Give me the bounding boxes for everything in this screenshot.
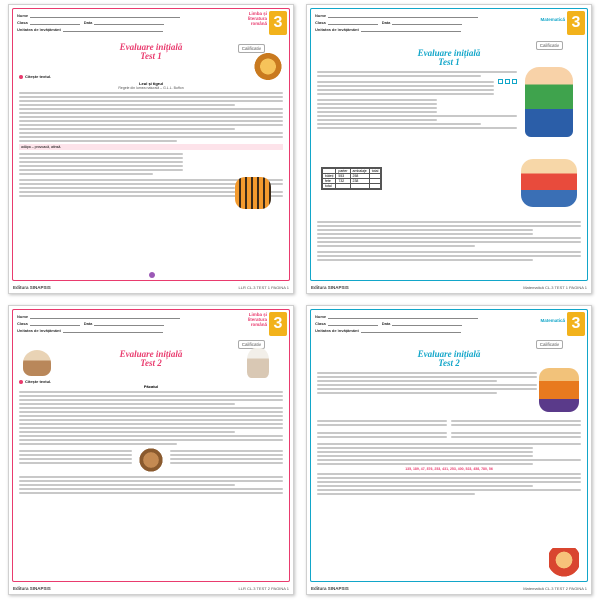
table-cell: [369, 184, 381, 189]
table-header: total: [369, 169, 381, 174]
table-cell: 238: [350, 179, 369, 184]
student-header: [311, 310, 587, 340]
data-table: [321, 167, 382, 190]
worksheet-matematica-test-2: [306, 305, 592, 595]
page-frame: [310, 8, 588, 281]
multiple-choice-questions: [19, 448, 283, 472]
subject-label: Matematică: [540, 17, 565, 22]
title-test: Test 2: [438, 358, 460, 368]
page-code: Matematică CL.3 TEST 1 PAGINA 1: [523, 285, 587, 290]
table-row: [323, 184, 381, 189]
subject-label: Limba și literatura română: [247, 312, 267, 327]
clasa-label: Clasa: [17, 20, 28, 25]
story-text: [19, 391, 283, 445]
calculation-section: [317, 418, 581, 577]
story-title: Păcatul: [143, 384, 159, 389]
vocabulary-box: adăpa – provoacă, atinsă.: [19, 144, 283, 150]
clasa-label: Clasa: [315, 20, 326, 25]
title-main: Evaluare inițială: [119, 42, 183, 52]
publisher-name: Editura SINAPSIS: [13, 285, 51, 290]
page-code: LLR CL.3 TEST 2 PAGINA 1: [238, 586, 289, 591]
nume-label: Nume: [17, 314, 29, 319]
calificativ-box: Calificativ: [536, 41, 563, 50]
page-frame: [12, 8, 290, 281]
page-code: LLR CL.3 TEST 1 PAGINA 1: [238, 285, 289, 290]
halloween-child-illustration: [539, 368, 579, 412]
title-test: Test 2: [140, 358, 162, 368]
page-footer: [13, 584, 289, 593]
table-cell: fete: [323, 179, 336, 184]
unitatea-label: Unitatea de învățământ: [315, 27, 359, 32]
clasa-label: Clasa: [17, 321, 28, 326]
boy-recycling-illustration: [525, 67, 573, 137]
task-label: Citește textul.: [25, 74, 52, 79]
data-label: Data: [83, 321, 93, 326]
grade-badge: 3: [567, 11, 585, 35]
answer-lines: [19, 476, 283, 494]
story-text: [19, 92, 283, 142]
title-main: Evaluare inițială: [417, 349, 481, 359]
true-false-questions: [19, 153, 183, 175]
student-header: [311, 9, 587, 39]
worksheet-matematica-test-1: [306, 4, 592, 294]
calificativ-box: Calificativ: [238, 44, 265, 53]
page-frame: [310, 309, 588, 582]
grade-badge: 3: [269, 312, 287, 336]
table-cell: [350, 184, 369, 189]
clasa-label: Clasa: [315, 321, 326, 326]
task-label: Citește textul.: [25, 379, 52, 384]
publisher-name: Editura SINAPSIS: [311, 586, 349, 591]
page-footer: [311, 283, 587, 292]
worksheet-romana-test-1: [8, 4, 294, 294]
table-cell: total: [323, 184, 336, 189]
children-sorting-illustration: [521, 159, 577, 207]
tiger-illustration: [235, 177, 271, 209]
story-title: Leul și tigrul: [139, 81, 163, 86]
bear-illustration: [136, 448, 166, 472]
title-test: Test 1: [438, 57, 460, 67]
nume-label: Nume: [17, 13, 29, 18]
page-dot: [149, 272, 155, 278]
subject-label: Matematică: [540, 318, 565, 323]
questions-section: [317, 219, 581, 276]
table-cell: 732: [336, 179, 350, 184]
unitatea-label: Unitatea de învățământ: [17, 27, 61, 32]
number-sequence: 135, 189, 47, 876, 253, 431, 253, 400, 523, 458, 780, 56: [405, 467, 493, 471]
unitatea-label: Unitatea de învățământ: [17, 328, 61, 333]
data-label: Data: [83, 20, 93, 25]
worksheet-romana-test-2: [8, 305, 294, 595]
table-cell: 553: [336, 174, 350, 179]
student-header: [13, 9, 289, 39]
data-label: Data: [381, 321, 391, 326]
title-test: Test 1: [140, 51, 162, 61]
unitatea-label: Unitatea de învățământ: [315, 328, 359, 333]
grade-badge: 3: [269, 11, 287, 35]
table-header: parter: [336, 169, 350, 174]
table-cell: 258: [350, 174, 369, 179]
title-main: Evaluare inițială: [417, 48, 481, 58]
pumpkin-child-illustration: [549, 548, 579, 578]
page-frame: [12, 309, 290, 582]
title-main: Evaluare inițială: [119, 349, 183, 359]
nume-label: Nume: [315, 314, 327, 319]
publisher-name: Editura SINAPSIS: [13, 586, 51, 591]
grade-badge: 3: [567, 312, 585, 336]
dog-illustration: [23, 350, 51, 376]
table-cell: băieți: [323, 174, 336, 179]
page-footer: [311, 584, 587, 593]
reading-section: [19, 376, 283, 577]
calificativ-box: Calificativ: [536, 340, 563, 349]
data-label: Data: [381, 20, 391, 25]
page-footer: [13, 283, 289, 292]
table-header: ambalaje: [350, 169, 369, 174]
page-code: Matematică CL.3 TEST 2 PAGINA 1: [523, 586, 587, 591]
publisher-name: Editura SINAPSIS: [311, 285, 349, 290]
rabbit-illustration: [247, 348, 269, 378]
nume-label: Nume: [315, 13, 327, 18]
subject-label: Limba și literatura română: [247, 11, 267, 26]
story-subtitle: Regele din lumea naturală – G.L.L. Buffon: [118, 86, 184, 90]
calificativ-box: Calificativ: [238, 340, 265, 349]
page-title: [311, 49, 587, 67]
student-header: [13, 310, 289, 340]
table-cell: [336, 184, 350, 189]
reading-section: [19, 71, 283, 276]
page-title: [311, 350, 587, 368]
